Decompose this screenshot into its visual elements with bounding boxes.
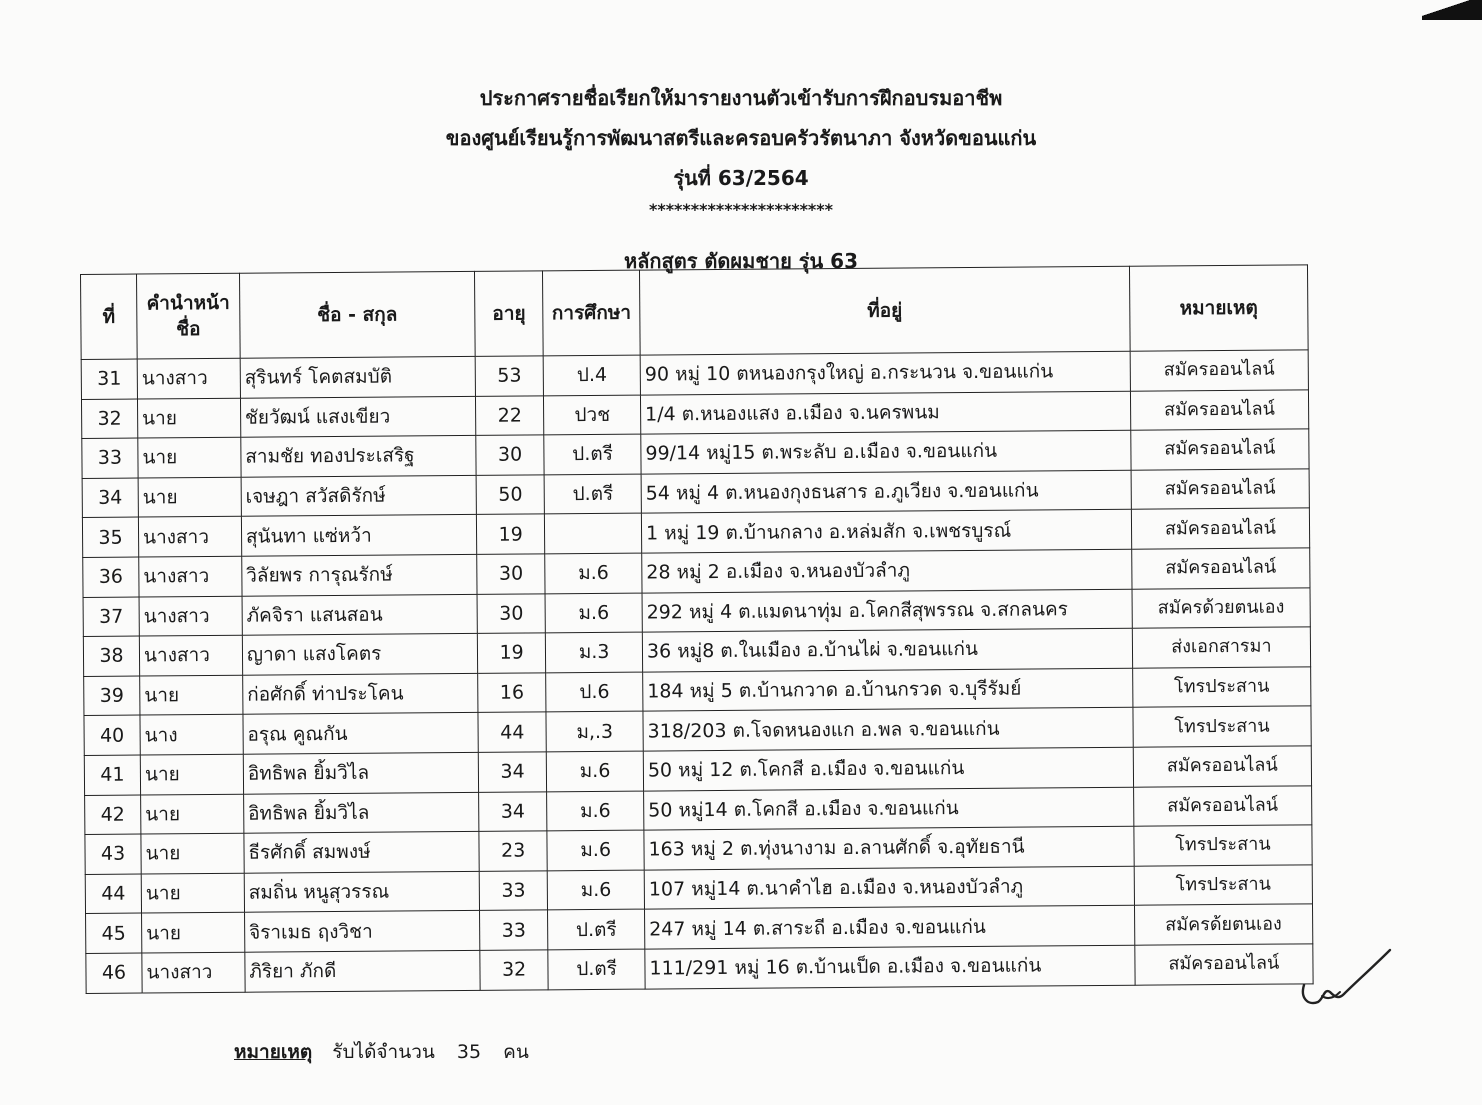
cell-no: 39 <box>84 676 140 716</box>
cell-address: 50 หมู่ 12 ต.โคกสี อ.เมือง จ.ขอนแก่น <box>643 747 1133 790</box>
cell-name: สมถิ่น หนูสุวรรณ <box>244 871 480 912</box>
cell-education: ม.6 <box>547 751 644 791</box>
cell-remark: สมัครด้ยตนเอง <box>1134 904 1313 945</box>
separator-line: ********************** <box>648 200 834 219</box>
cell-remark: สมัครออนไลน์ <box>1133 746 1312 787</box>
cell-name: จิราเมธ ฤงวิชา <box>244 911 480 952</box>
signature-mark <box>1294 940 1404 1020</box>
cell-education: ม.6 <box>547 870 644 910</box>
cell-address: 318/203 ต.โจดหนองแก อ.พล จ.ขอนแก่น <box>643 708 1133 751</box>
cell-remark: สมัครออนไลน์ <box>1131 469 1310 510</box>
cell-title: นาย <box>141 794 244 834</box>
cell-no: 38 <box>83 636 139 676</box>
cell-age: 16 <box>478 673 547 713</box>
cell-address: 107 หมู่14 ต.นาคำไฮ อ.เมือง จ.หนองบัวลำภู <box>644 866 1134 909</box>
cell-address: 99/14 หมู่15 ต.พระลับ อ.เมือง จ.ขอนแก่น <box>641 430 1131 473</box>
cell-age: 19 <box>476 514 545 554</box>
batch-line: รุ่นที่ 63/2564 <box>673 166 809 190</box>
cell-address: 54 หมู่ 4 ต.หนองกุงธนสาร อ.ภูเวียง จ.ขอนแก่น <box>641 470 1131 513</box>
col-header-title-line1: คำนำหน้า <box>146 291 230 315</box>
cell-no: 46 <box>86 953 142 993</box>
cell-no: 37 <box>83 597 139 637</box>
cell-title: นาย <box>138 437 241 477</box>
cell-age: 53 <box>475 356 544 396</box>
cell-title: นาย <box>140 754 243 794</box>
cell-no: 35 <box>82 517 138 557</box>
cell-no: 42 <box>85 795 141 835</box>
cell-education: ป.ตรี <box>548 949 645 989</box>
cell-title: นาย <box>142 913 245 953</box>
cell-education: ป.4 <box>543 355 640 395</box>
col-header-age: อายุ <box>475 271 544 357</box>
cell-address: 36 หมู่8 ต.ในเมือง อ.บ้านไผ่ จ.ขอนแก่น <box>642 628 1132 671</box>
cell-education: ม.3 <box>546 632 643 672</box>
cell-address: 247 หมู่ 14 ต.สาระถี อ.เมือง จ.ขอนแก่น <box>645 906 1135 949</box>
cell-remark: สมัครออนไลน์ <box>1135 944 1314 985</box>
footer-text: รับได้จำนวน <box>332 1041 435 1063</box>
cell-remark: สมัครออนไลน์ <box>1131 548 1310 589</box>
cell-age: 32 <box>480 950 549 990</box>
cell-title: นาย <box>140 675 243 715</box>
cell-address: 1 หมู่ 19 ต.บ้านกลาง อ.หล่มสัก จ.เพชรบูรณ์ <box>641 510 1131 553</box>
trainee-table <box>80 264 1314 993</box>
cell-remark: สมัครออนไลน์ <box>1133 785 1312 826</box>
cell-address: 1/4 ต.หนองแสง อ.เมือง จ.นครพนม <box>640 391 1130 434</box>
cell-address: 90 หมู่ 10 ตหนองกรุงใหญ่ อ.กระนวน จ.ขอนแก่น <box>640 351 1130 394</box>
cell-remark: สมัครออนไลน์ <box>1130 350 1309 391</box>
cell-title: นางสาว <box>139 635 242 675</box>
cell-age: 19 <box>477 633 546 673</box>
cell-title: นางสาว <box>139 556 242 596</box>
cell-education: ม.6 <box>547 830 644 870</box>
cell-age: 30 <box>477 554 546 594</box>
cell-name: สามชัย ทองประเสริฐ <box>241 436 477 477</box>
footer-note <box>234 1037 529 1067</box>
cell-title: นาย <box>141 873 244 913</box>
footer-unit: คน <box>503 1041 529 1063</box>
col-header-name: ชื่อ - สกุล <box>239 271 475 358</box>
table-body <box>81 350 1313 993</box>
cell-title: นาย <box>138 477 241 517</box>
cell-address: 292 หมู่ 4 ต.แมดนาทุ่ม อ.โคกสีสุพรรณ จ.สกลนคร <box>642 589 1132 632</box>
cell-education: ม.6 <box>545 593 642 633</box>
cell-name: อิทธิพล ยิ้มวิไล <box>243 752 479 793</box>
cell-no: 43 <box>85 834 141 874</box>
cell-education: ม.6 <box>547 791 644 831</box>
col-header-no: ที่ <box>81 274 138 359</box>
cell-remark: โทรประสาน <box>1133 706 1312 747</box>
cell-remark: สมัครออนไลน์ <box>1131 508 1310 549</box>
cell-name: ชัยวัฒน์ แสงเขียว <box>240 396 476 437</box>
cell-age: 23 <box>479 831 548 871</box>
cell-age: 33 <box>479 871 548 911</box>
footer-label: หมายเหตุ <box>234 1041 313 1063</box>
cell-name: ภัคจิรา แสนสอน <box>242 594 478 635</box>
course-title: หลักสูตร ตัดผมชาย รุ่น 63 <box>623 249 859 273</box>
cell-no: 34 <box>82 478 138 518</box>
cell-age: 44 <box>478 712 547 752</box>
cell-no: 33 <box>82 438 138 478</box>
organization-line: ของศูนย์เรียนรู้การพัฒนาสตรีและครอบครัวรัตนาภา จังหวัดขอนแก่น <box>445 126 1037 150</box>
cell-education: ม.6 <box>545 553 642 593</box>
col-header-title-line2: ชื่อ <box>176 318 201 341</box>
cell-remark: สมัครออนไลน์ <box>1130 389 1309 430</box>
cell-age: 30 <box>476 435 545 475</box>
cell-remark: สมัครด้วยตนเอง <box>1132 587 1311 628</box>
cell-no: 40 <box>84 715 140 755</box>
col-header-remark: หมายเหตุ <box>1129 265 1308 351</box>
cell-name: ภิริยา ภักดี <box>245 950 481 991</box>
scan-edge-mark <box>1422 0 1482 20</box>
cell-name: ญาดา แสงโคตร <box>242 634 478 675</box>
cell-title: นาย <box>137 398 240 438</box>
col-header-education: การศึกษา <box>543 270 640 356</box>
cell-no: 45 <box>86 913 142 953</box>
cell-title: นาง <box>140 715 243 755</box>
cell-education: ป.ตรี <box>544 434 641 474</box>
cell-name: ก่อศักดิ์ ท่าประโคน <box>242 673 478 714</box>
footer-count: 35 <box>456 1041 482 1063</box>
cell-name: อรุณ คูณกัน <box>243 713 479 754</box>
cell-age: 22 <box>476 395 545 435</box>
cell-address: 184 หมู่ 5 ต.บ้านกวาด อ.บ้านกรวด จ.บุรีรัมย์ <box>643 668 1133 711</box>
cell-no: 32 <box>81 399 137 439</box>
cell-title: นางสาว <box>142 952 245 992</box>
announcement-title: ประกาศรายชื่อเรียกให้มารายงานตัวเข้ารับการฝึกอบรมอาชีพ <box>479 86 1003 110</box>
cell-address: 111/291 หมู่ 16 ต.บ้านเป็ด อ.เมือง จ.ขอนแก่น <box>645 945 1135 988</box>
cell-name: วิลัยพร การุณรักษ์ <box>242 554 478 595</box>
cell-name: เจษฎา สวัสดิรักษ์ <box>241 475 477 516</box>
col-header-address: ที่อยู่ <box>639 266 1129 355</box>
cell-address: 50 หมู่14 ต.โคกสี อ.เมือง จ.ขอนแก่น <box>644 787 1134 830</box>
cell-education: ป.ตรี <box>548 909 645 949</box>
cell-age: 34 <box>479 791 548 831</box>
cell-education: ป.6 <box>546 672 643 712</box>
cell-no: 44 <box>85 874 141 914</box>
cell-name: อิทธิพล ยิ้มวิไล <box>243 792 479 833</box>
cell-title: นางสาว <box>138 517 241 557</box>
cell-address: 28 หมู่ 2 อ.เมือง จ.หนองบัวลำภู <box>642 549 1132 592</box>
cell-address: 163 หมู่ 2 ต.ทุ่งนางาม อ.ลานศักดิ์ จ.อุทัยธานี <box>644 826 1134 869</box>
cell-education: ปวช <box>544 395 641 435</box>
cell-remark: โทรประสาน <box>1134 825 1313 866</box>
cell-remark: โทรประสาน <box>1134 865 1313 906</box>
cell-remark: สมัครออนไลน์ <box>1131 429 1310 470</box>
cell-title: นางสาว <box>139 596 242 636</box>
cell-age: 50 <box>476 475 545 515</box>
cell-education: ม,.3 <box>546 711 643 751</box>
cell-age: 30 <box>477 593 546 633</box>
cell-no: 36 <box>83 557 139 597</box>
cell-remark: โทรประสาน <box>1132 667 1311 708</box>
cell-name: สุนันทา แซ่หว้า <box>241 515 477 556</box>
col-header-title <box>137 273 241 359</box>
cell-no: 31 <box>81 359 137 399</box>
cell-education <box>545 513 642 553</box>
cell-no: 41 <box>84 755 140 795</box>
cell-name: ธีรศักดิ์ สมพงษ์ <box>244 832 480 873</box>
cell-remark: ส่งเอกสารมา <box>1132 627 1311 668</box>
cell-title: นางสาว <box>137 358 240 398</box>
cell-age: 34 <box>478 752 547 792</box>
cell-title: นาย <box>141 833 244 873</box>
cell-education: ป.ตรี <box>544 474 641 514</box>
cell-age: 33 <box>480 910 549 950</box>
cell-name: สุรินทร์ โคตสมบัติ <box>240 356 476 397</box>
table-header-row <box>81 265 1309 360</box>
